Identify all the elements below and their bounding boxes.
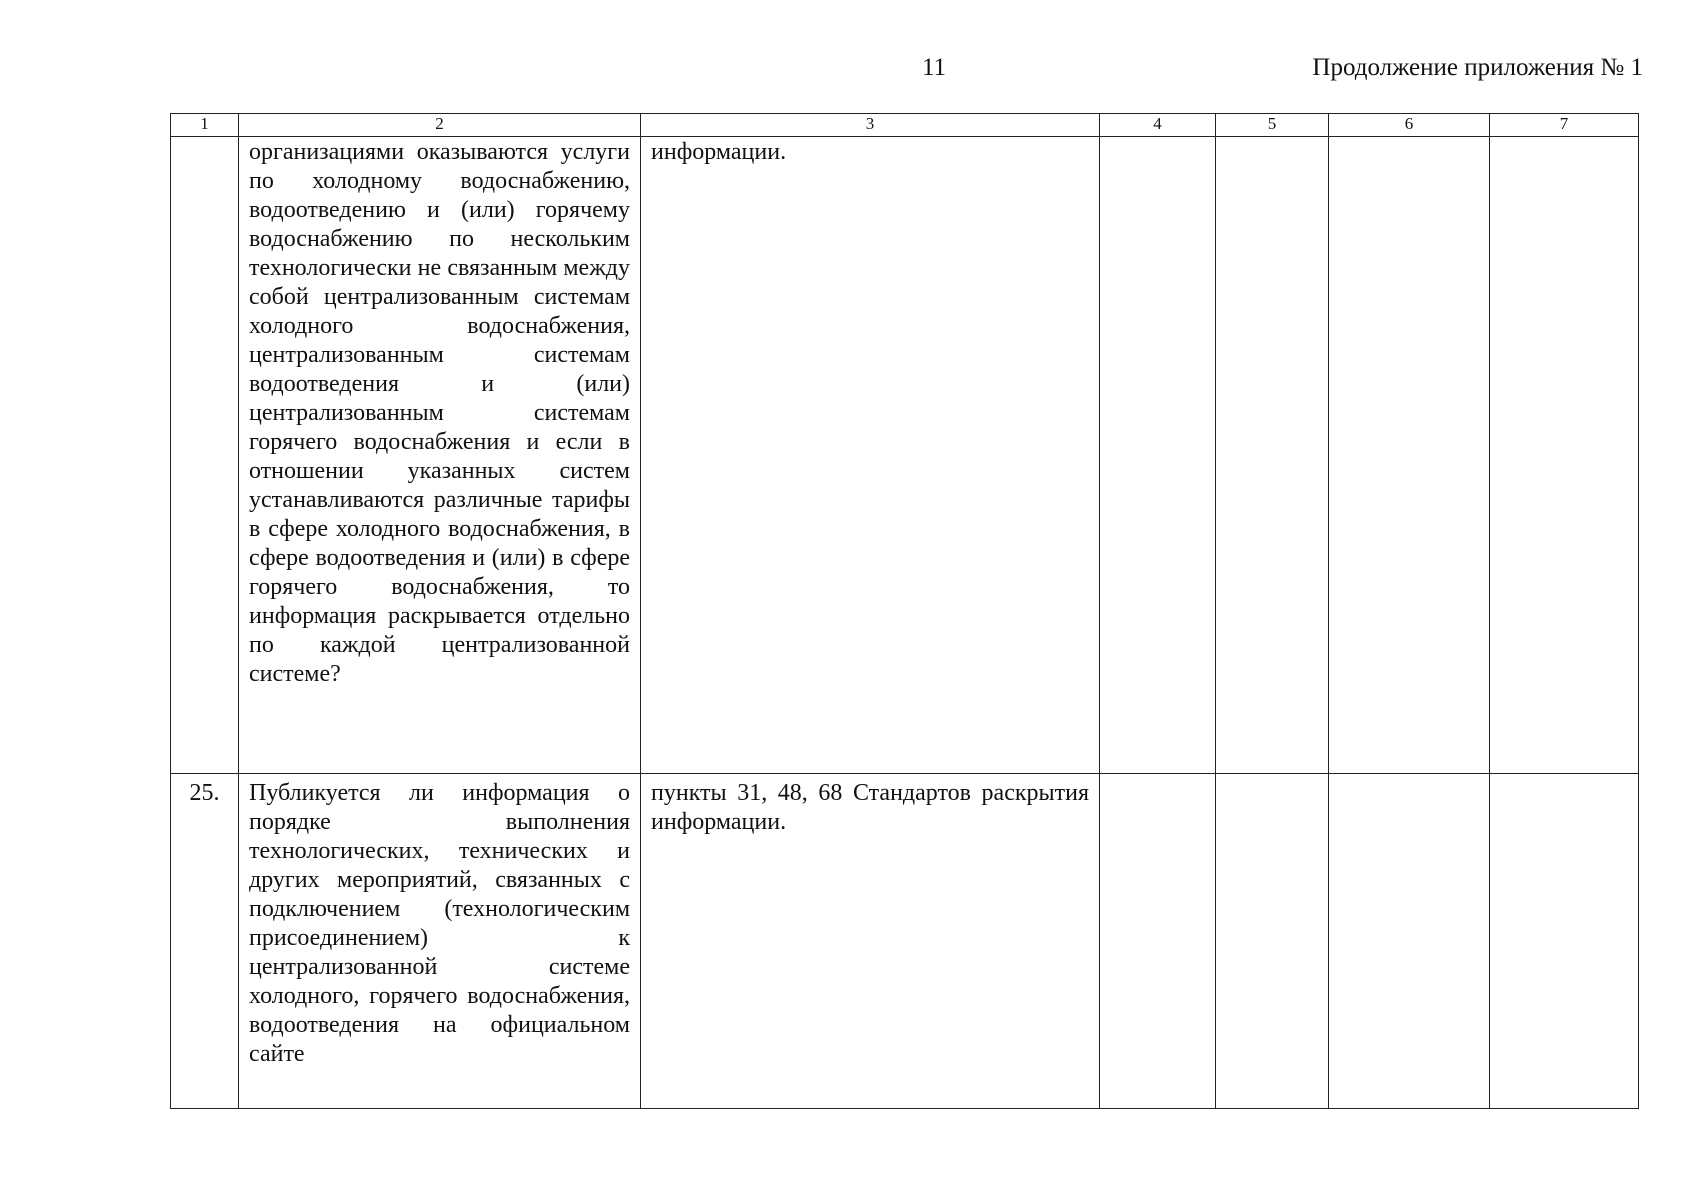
column-header-7: 7 bbox=[1490, 114, 1639, 137]
empty-cell-col5 bbox=[1216, 774, 1329, 1109]
column-header-1: 1 bbox=[171, 114, 239, 137]
reference-cell bbox=[641, 774, 1100, 1109]
column-header-6: 6 bbox=[1329, 114, 1490, 137]
column-number-row bbox=[171, 114, 1639, 137]
reference-text: пункты 31, 48, 68 Стандартов раскрытия информации. bbox=[651, 780, 1089, 835]
column-header-3: 3 bbox=[641, 114, 1100, 137]
reference-text: информации. bbox=[651, 139, 787, 165]
table-row bbox=[171, 774, 1639, 1109]
appendix-continuation-label: Продолжение приложения № 1 bbox=[1312, 54, 1643, 81]
column-header-4: 4 bbox=[1100, 114, 1216, 137]
empty-cell-col6 bbox=[1329, 774, 1490, 1109]
reference-cell bbox=[641, 137, 1100, 774]
question-cell bbox=[239, 137, 641, 774]
empty-cell-col5 bbox=[1216, 137, 1329, 774]
empty-cell-col7 bbox=[1490, 774, 1639, 1109]
row-number-cell bbox=[171, 137, 239, 774]
page-number: 11 bbox=[921, 54, 947, 81]
empty-cell-col4 bbox=[1100, 137, 1216, 774]
row-number-cell bbox=[171, 774, 239, 1109]
empty-cell-col4 bbox=[1100, 774, 1216, 1109]
row-number bbox=[171, 137, 238, 142]
checklist-table bbox=[170, 113, 1639, 1109]
column-header-5: 5 bbox=[1216, 114, 1329, 137]
empty-cell-col6 bbox=[1329, 137, 1490, 774]
question-text: Публикуется ли информация о порядке выполнения технологических, технических и других мероприятий, связанных с подключением (технологическим присоединением) к централизованной системе холодного, горячего водоснабжения, водоотведения на официальном сайте bbox=[249, 780, 630, 1067]
question-cell bbox=[239, 774, 641, 1109]
table-row bbox=[171, 137, 1639, 774]
row-number: 25. bbox=[189, 780, 220, 806]
empty-cell-col7 bbox=[1490, 137, 1639, 774]
column-header-2: 2 bbox=[239, 114, 641, 137]
question-text: организациями оказываются услуги по холодному водоснабжению, водоотведению и (или) горячему водоснабжению по нескольким технологически не связанным между собой централизованным системам холодного водоснабжения, централизованным системам водоотведения и (или) централизованным системам горячего водоснабжения и если в отношении указанных систем устанавливаются различные тарифы в сфере холодного водоснабжения, в сфере водоотведения и (или) в сфере горячего водоснабжения, то информация раскрывается отдельно по каждой централизованной системе? bbox=[249, 139, 630, 687]
